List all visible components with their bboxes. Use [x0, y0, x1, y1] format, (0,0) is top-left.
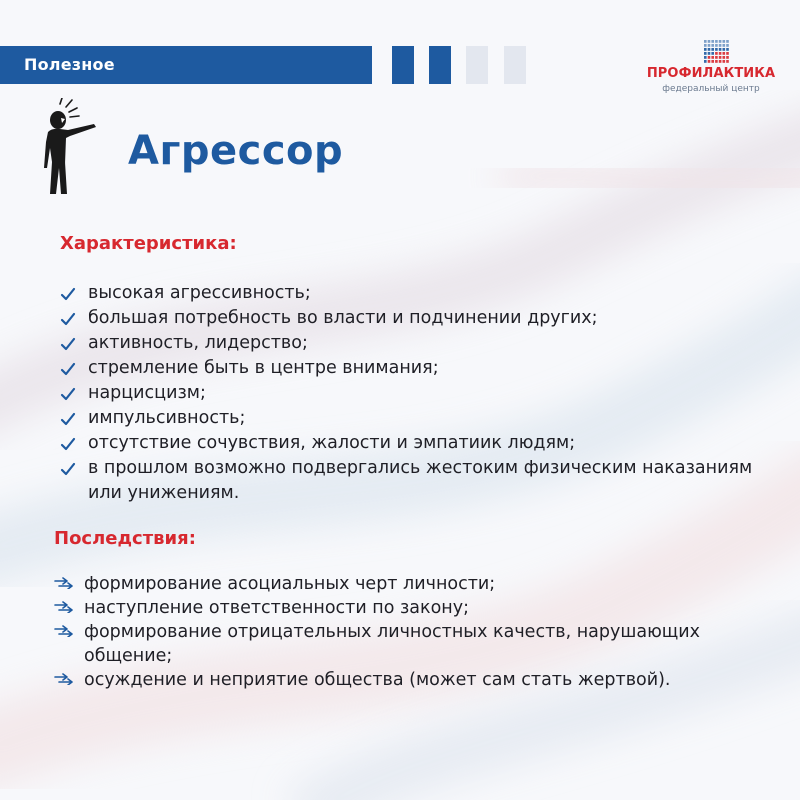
characteristic-text: в прошлом возможно подвергались жестоким физическим наказаниям или унижениям.: [88, 458, 753, 503]
characteristic-text: импульсивность;: [88, 408, 246, 428]
characteristic-text: отсутствие сочувствия, жалости и эмпатиик людям;: [88, 433, 576, 453]
decorative-stripe: [504, 46, 526, 84]
logo-subtitle: федеральный центр: [662, 84, 760, 94]
check-icon: [60, 362, 76, 376]
double-arrow-icon: [54, 601, 74, 613]
section-label: Полезное: [24, 55, 115, 74]
list-item: [60, 356, 760, 381]
list-item: [54, 596, 774, 620]
shouting-person-icon: [34, 98, 106, 198]
list-item: [60, 406, 760, 431]
logo-title: ПРОФИЛАКТИКА: [646, 66, 776, 81]
check-icon: [60, 437, 76, 451]
consequence-text: наступление ответственности по закону;: [84, 598, 469, 618]
brand-logo: [646, 40, 776, 100]
characteristic-text: стремление быть в центре внимания;: [88, 358, 439, 378]
page-title: Агрессор: [128, 128, 344, 174]
check-icon: [60, 312, 76, 326]
double-arrow-icon: [54, 625, 74, 637]
double-arrow-icon: [54, 673, 74, 685]
check-icon: [60, 412, 76, 426]
decorative-stripe: [429, 46, 451, 84]
check-icon: [60, 462, 76, 476]
list-item: [54, 572, 774, 596]
consequence-text: формирование отрицательных личностных качеств, нарушающих общение;: [84, 622, 701, 666]
consequence-text: формирование асоциальных черт личности;: [84, 574, 496, 594]
characteristic-text: большая потребность во власти и подчинении других;: [88, 308, 598, 328]
list-item: [60, 331, 760, 356]
decorative-stripe: [466, 46, 488, 84]
characteristic-text: высокая агрессивность;: [88, 283, 311, 303]
list-item: [54, 668, 774, 692]
section-banner: [0, 46, 372, 84]
list-item: [60, 306, 760, 331]
characteristics-list: [60, 281, 760, 506]
list-item: [60, 381, 760, 406]
check-icon: [60, 387, 76, 401]
characteristic-text: активность, лидерство;: [88, 333, 308, 353]
consequences-heading: Последствия:: [54, 528, 196, 549]
characteristic-text: нарцисцизм;: [88, 383, 206, 403]
check-icon: [60, 287, 76, 301]
check-icon: [60, 337, 76, 351]
double-arrow-icon: [54, 577, 74, 589]
list-item: [60, 456, 760, 506]
consequences-list: [54, 572, 774, 692]
list-item: [60, 281, 760, 306]
consequence-text: осуждение и неприятие общества (может сам стать жертвой).: [84, 670, 671, 690]
logo-grid-icon: [704, 40, 730, 64]
list-item: [60, 431, 760, 456]
decorative-stripe: [392, 46, 414, 84]
list-item: [54, 620, 774, 668]
characteristics-heading: Характеристика:: [60, 233, 237, 254]
